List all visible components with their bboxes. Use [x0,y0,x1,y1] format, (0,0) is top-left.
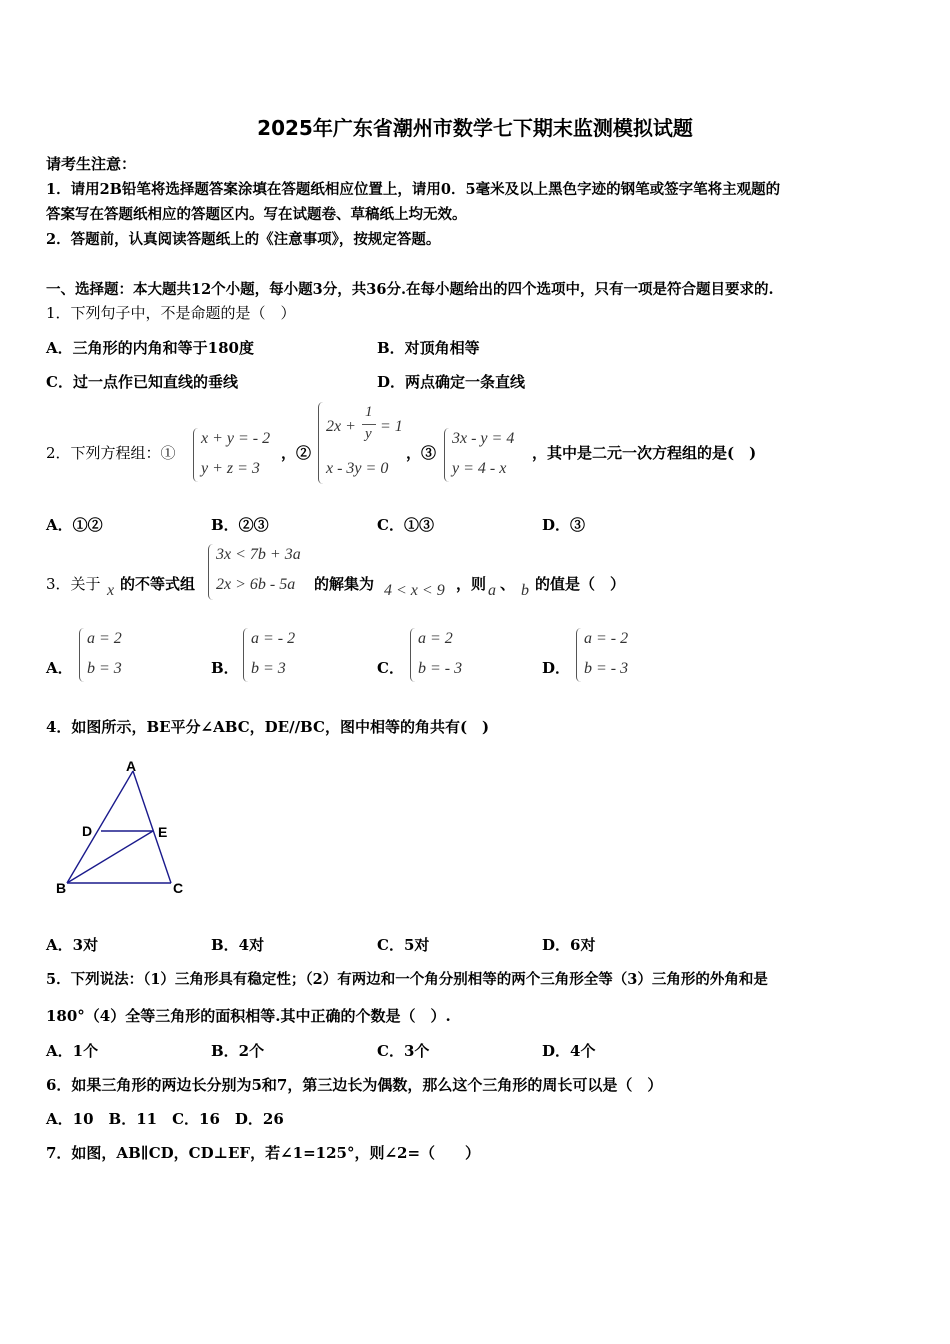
q2-s2-eq: = 1 [380,418,403,435]
label-b: B [56,880,67,896]
q3-b-eq2: b = 3 [251,660,286,677]
q5-option-a: A．1个 [46,1042,99,1060]
q2-option-b: B．②③ [211,516,269,534]
q2-s1-eq1: x + y = - 2 [201,430,271,447]
q3-system [208,544,318,602]
q3-ineq-2: 2x > 6b - 5a [216,576,296,593]
label-c: C [173,880,184,896]
q3-var-a: a [488,582,496,599]
brace-icon [576,628,581,682]
q4-stem: 4．如图所示，BE平分∠ABC，DE//BC，图中相等的角共有( ) [46,718,490,736]
q3-d-eq1: a = - 2 [584,630,629,647]
q3-c-eq1: a = 2 [418,630,453,647]
q5-option-d: D．4个 [542,1042,596,1060]
side-ab [67,771,133,883]
q2-system-2 [318,402,413,486]
brace-icon [410,628,415,682]
q2-s1-eq2: y + z = 3 [201,460,260,477]
q4-option-c: C．5对 [377,936,430,954]
q5-stem-line-2: 180°（4）全等三角形的面积相等.其中正确的个数是（ ）. [46,1007,451,1025]
brace-icon [208,544,213,600]
q3-a-eq2: b = 3 [87,660,122,677]
notice-heading: 请考生注意： [46,155,137,173]
q3-stem-post: 的值是（ ） [535,575,626,593]
q2-s2-numerator: 1 [365,404,373,420]
q2-s2-term: 2x + [326,418,356,435]
q3-option-a [79,628,139,684]
q3-solution: 4 < x < 9 [384,582,445,599]
label-e: E [158,824,168,840]
q2-system-3 [444,428,534,484]
q3-b-eq1: a = - 2 [251,630,296,647]
q3-option-b-label: B． [211,659,239,677]
q3-sep: 、 [500,575,516,593]
q2-s2-denominator: y [365,426,372,442]
q2-sep-3: ，③ [406,444,437,462]
q2-option-c: C．①③ [377,516,434,534]
segment-be [67,831,153,883]
q7-stem: 7．如图，AB∥CD，CD⊥EF，若∠1=125°，则∠2=（ ） [46,1144,481,1162]
brace-icon [444,428,449,482]
q3-stem-mid: 的不等式组 [120,575,196,593]
q3-var-x: x [107,582,115,599]
q3-stem-mid3: ，则 [456,575,487,593]
q4-option-b: B．4对 [211,936,265,954]
q2-system-1 [193,428,283,484]
q3-option-d [576,628,646,684]
q2-stem-pre: 2．下列方程组：① [46,444,176,462]
q3-option-c-label: C． [377,659,404,677]
section-heading: 一、选择题：本大题共12个小题，每小题3分，共36分.在每小题给出的四个选项中，只有一项是符合题目要求的. [46,281,774,298]
q1-option-a: A．三角形的内角和等于180度 [46,339,254,357]
q2-s2-eq2: x - 3y = 0 [326,460,389,477]
q6-stem: 6．如果三角形的两边长分别为5和7，第三边长为偶数，那么这个三角形的周长可以是（ ） [46,1076,663,1094]
page-title: 2025年广东省潮州市数学七下期末监测模拟试题 [257,116,693,140]
q3-var-b: b [521,582,529,599]
q3-option-b [243,628,313,684]
q4-option-a: A．3对 [46,936,99,954]
q6-options: A．10 B．11 C．16 D．26 [46,1110,284,1128]
label-a: A [126,758,137,774]
q5-option-b: B．2个 [211,1042,265,1060]
brace-icon [79,628,84,682]
brace-icon [193,428,198,482]
q2-option-d: D．③ [542,516,586,534]
q3-c-eq2: b = - 3 [418,660,463,677]
q5-stem-line-1: 5．下列说法：（1）三角形具有稳定性；（2）有两边和一个角分别相等的两个三角形全等（3）三角形的外角和是 [46,971,768,988]
q3-ineq-1: 3x < 7b + 3a [216,546,301,563]
q2-s3-eq2: y = 4 - x [452,460,507,477]
q3-stem-pre: 3．关于 [46,575,101,593]
q2-option-a: A．①② [46,516,103,534]
q1-option-b: B．对顶角相等 [377,339,480,357]
brace-icon [243,628,248,682]
q4-option-d: D．6对 [542,936,596,954]
label-d: D [82,823,93,839]
q3-option-c [410,628,480,684]
q3-option-d-label: D． [542,659,571,677]
notice-line-2: 2．答题前，认真阅读答题纸上的《注意事项》，按规定答题。 [46,231,441,248]
q1-option-d: D．两点确定一条直线 [377,373,526,391]
q1-option-c: C．过一点作已知直线的垂线 [46,373,238,391]
q1-stem: 1．下列句子中，不是命题的是（ ） [46,304,296,322]
notice-line-1a: 1．请用2B铅笔将选择题答案涂填在答题纸相应位置上，请用0．5毫米及以上黑色字迹的钢笔或签字笔将主观题的 [46,181,781,198]
q2-s3-eq1: 3x - y = 4 [452,430,515,447]
q2-sep-2: ，② [281,444,312,462]
q3-d-eq2: b = - 3 [584,660,629,677]
fraction-bar [362,424,376,425]
q3-stem-mid2: 的解集为 [314,575,375,593]
q3-a-eq1: a = 2 [87,630,122,647]
q5-option-c: C．3个 [377,1042,430,1060]
q4-triangle-figure [50,755,200,900]
q2-stem-post: ，其中是二元一次方程组的是( ) [532,444,757,462]
notice-line-1b: 答案写在答题纸相应的答题区内。写在试题卷、草稿纸上均无效。 [46,206,467,223]
brace-icon [318,402,323,484]
q3-option-a-label: A． [46,659,73,677]
